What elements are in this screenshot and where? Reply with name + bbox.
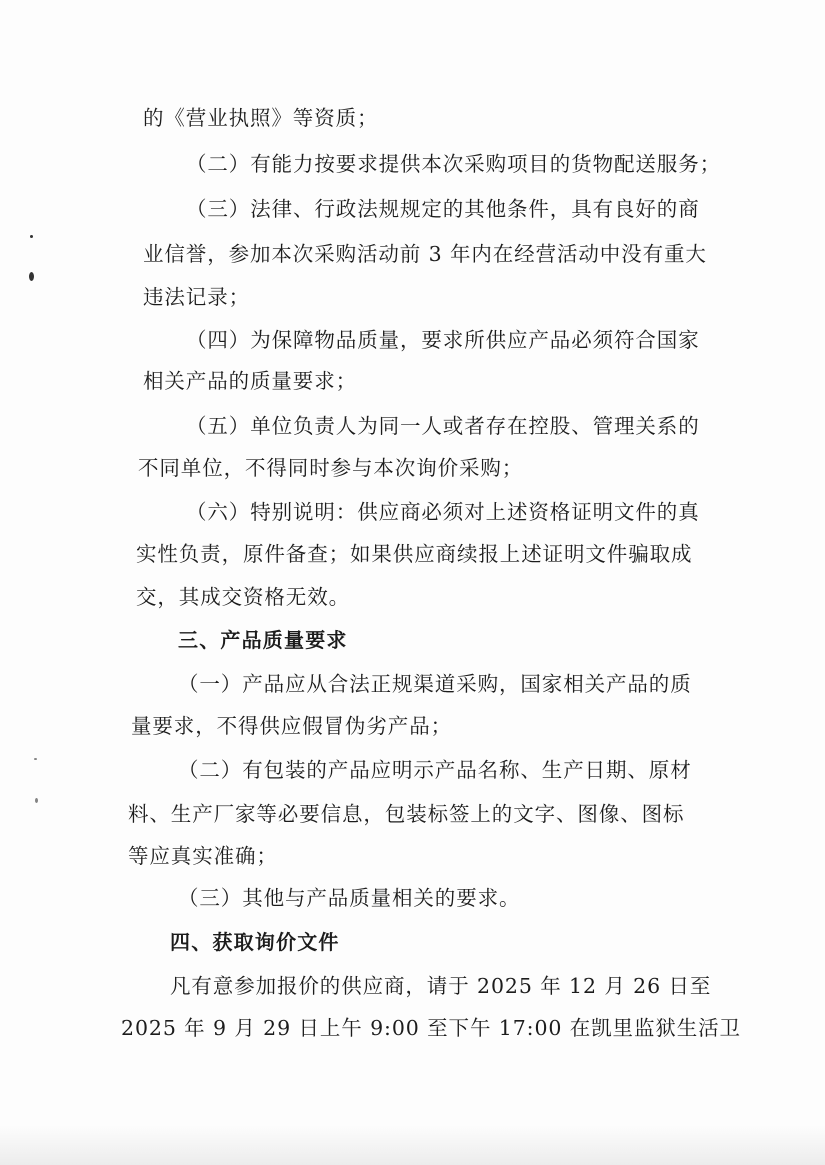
text-line: 不同单位，不得同时参与本次询价采购； — [138, 456, 524, 480]
section-heading: 四、获取询价文件 — [170, 930, 340, 954]
text-line: 2025 年 9 月 29 日上午 9:00 至下午 17:00 在凯里监狱生活卫 — [121, 1016, 741, 1040]
scan-speck — [30, 235, 33, 238]
text-line: 量要求，不得供应假冒伪劣产品； — [131, 714, 452, 738]
text-line: 实性负责，原件备查；如果供应商续报上述证明文件骗取成 — [136, 542, 693, 566]
text-line: 相关产品的质量要求； — [143, 369, 357, 393]
text-line: 等应真实准确； — [128, 844, 278, 868]
text-line: （二）有能力按要求提供本次采购项目的货物配送服务； — [186, 152, 721, 176]
text-line: （三）法律、行政法规规定的其他条件，具有良好的商 — [186, 197, 700, 221]
text-line: 违法记录； — [143, 285, 250, 309]
text-line: （六）特别说明：供应商必须对上述资格证明文件的真 — [186, 500, 700, 524]
scan-speck — [29, 272, 34, 281]
text-line: 凡有意参加报价的供应商，请于 2025 年 12 月 26 日至 — [170, 974, 712, 998]
text-line: 业信誉，参加本次采购活动前 3 年内在经营活动中没有重大 — [143, 242, 707, 266]
text-line: 的《营业执照》等资质； — [143, 106, 379, 130]
text-line: 料、生产厂家等必要信息，包装标签上的文字、图像、图标 — [128, 802, 685, 826]
text-line: 交，其成交资格无效。 — [136, 585, 350, 609]
section-heading: 三、产品质量要求 — [178, 628, 348, 652]
scan-speck — [35, 798, 38, 803]
text-line: （五）单位负责人为同一人或者存在控股、管理关系的 — [186, 414, 700, 438]
text-line: （二）有包装的产品应明示产品名称、生产日期、原材 — [178, 758, 692, 782]
text-line: （一）产品应从合法正规渠道采购，国家相关产品的质 — [178, 672, 692, 696]
scan-edge-shadow — [0, 1125, 825, 1165]
text-line: （三）其他与产品质量相关的要求。 — [178, 886, 521, 910]
scan-speck — [34, 758, 37, 760]
text-line: （四）为保障物品质量，要求所供应产品必须符合国家 — [186, 328, 700, 352]
